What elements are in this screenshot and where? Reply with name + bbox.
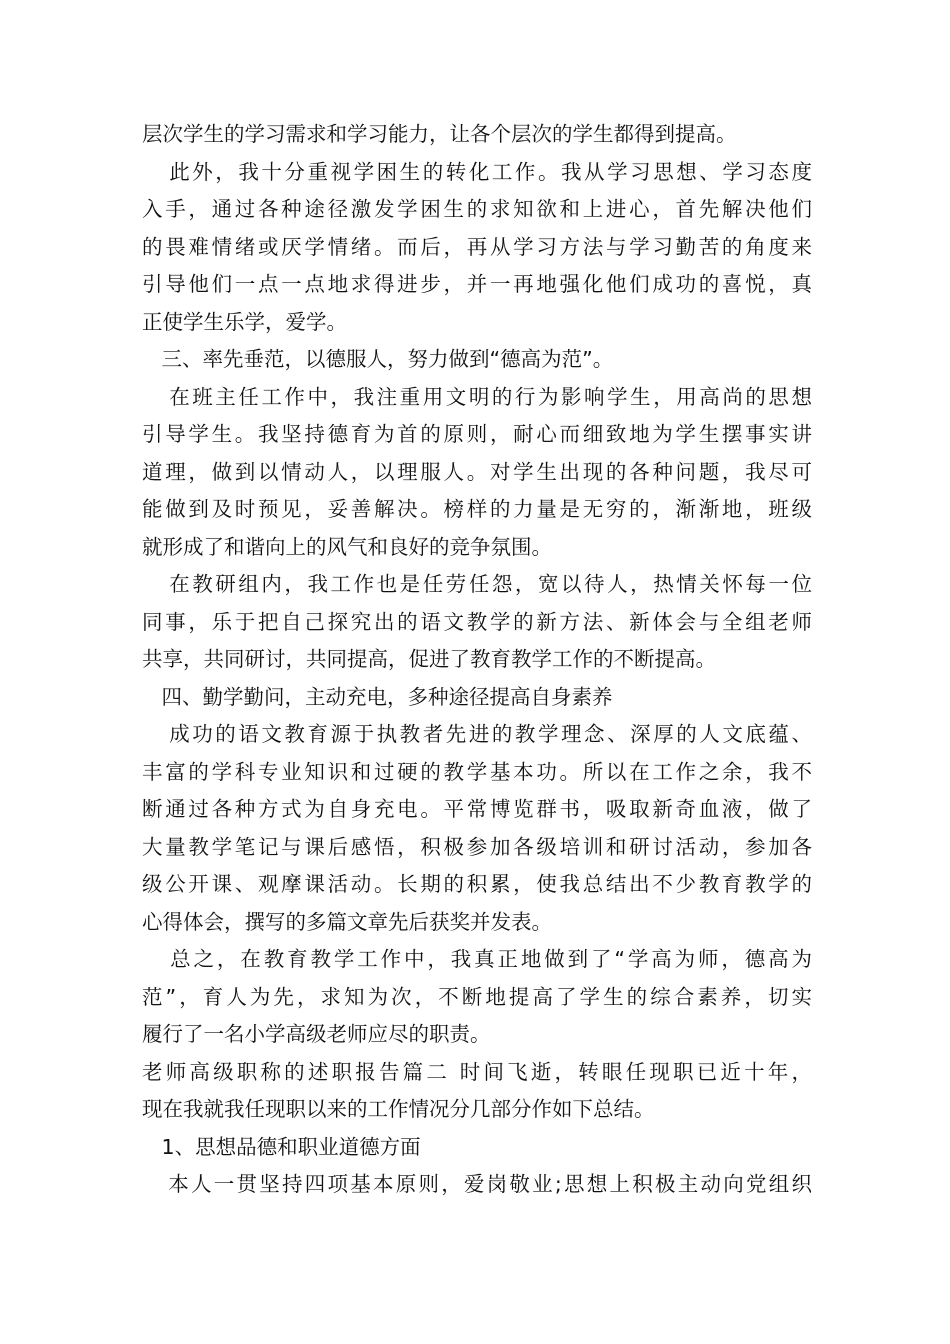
text-line: 引导他们一点一点地求得进步，并一再地强化他们成功的喜悦，真 — [142, 272, 812, 296]
text-line: 引导学生。我坚持德育为首的原则，耐心而细致地为学生摆事实讲 — [142, 422, 812, 446]
text-line: 道理，做到以情动人，以理服人。对学生出现的各种问题，我尽可 — [142, 459, 812, 484]
text-line: 能做到及时预见，妥善解决。榜样的力量是无穷的，渐渐地，班级 — [142, 497, 812, 521]
text-line: 本人一贯坚持四项基本原则，爱岗敬业;思想上积极主动向党组织 — [142, 1172, 812, 1196]
text-line: 在班主任工作中，我注重用文明的行为影响学生，用高尚的思想 — [142, 384, 812, 409]
text-line: 层次学生的学习需求和学习能力，让各个层次的学生都得到提高。 — [142, 122, 737, 146]
text-line: 正使学生乐学，爱学。 — [142, 309, 347, 334]
text-line: 此外，我十分重视学困生的转化工作。我从学习思想、学习态度 — [142, 159, 812, 184]
text-line: 履行了一名小学高级老师应尽的职责。 — [142, 1022, 491, 1046]
text-line: 共享，共同研讨，共同提高，促进了教育教学工作的不断提高。 — [142, 647, 716, 671]
text-line: 现在我就我任现职以来的工作情况分几部分作如下总结。 — [142, 1097, 655, 1121]
section-heading: 1、思想品德和职业道德方面 — [142, 1134, 421, 1159]
text-line: 成功的语文教育源于执教者先进的教学理念、深厚的人文底蕴、 — [142, 722, 812, 746]
text-line: 总之，在教育教学工作中，我真正地做到了“学高为师，德高为 — [142, 947, 812, 971]
section-heading: 四、勤学勤问，主动充电，多种途径提高自身素养 — [142, 684, 613, 709]
text-line: 就形成了和谐向上的风气和良好的竞争氛围。 — [142, 534, 552, 559]
text-line: 在教研组内，我工作也是任劳任怨，宽以待人，热情关怀每一位 — [142, 572, 812, 596]
body-text — [142, 116, 812, 1204]
text-line: 的畏难情绪或厌学情绪。而后，再从学习方法与学习勤苦的角度来 — [142, 234, 812, 259]
text-line: 心得体会，撰写的多篇文章先后获奖并发表。 — [142, 909, 552, 934]
text-line: 同事，乐于把自己探究出的语文教学的新方法、新体会与全组老师 — [142, 609, 812, 634]
section-heading: 三、率先垂范，以德服人，努力做到“德高为范”。 — [142, 347, 614, 371]
text-line: 老师高级职称的述职报告篇二 时间飞逝，转眼任现职已近十年， — [142, 1059, 812, 1084]
text-line: 范”，育人为先，求知为次，不断地提高了学生的综合素养，切实 — [142, 984, 812, 1009]
text-line: 大量教学笔记与课后感悟，积极参加各级培训和研讨活动，参加各 — [142, 834, 812, 859]
text-line: 丰富的学科专业知识和过硬的教学基本功。所以在工作之余，我不 — [142, 759, 812, 784]
text-line: 入手，通过各种途径激发学困生的求知欲和上进心，首先解决他们 — [142, 197, 812, 221]
text-line: 断通过各种方式为自身充电。平常博览群书，吸取新奇血液，做了 — [142, 797, 812, 821]
text-line: 级公开课、观摩课活动。长期的积累，使我总结出不少教育教学的 — [142, 872, 812, 896]
